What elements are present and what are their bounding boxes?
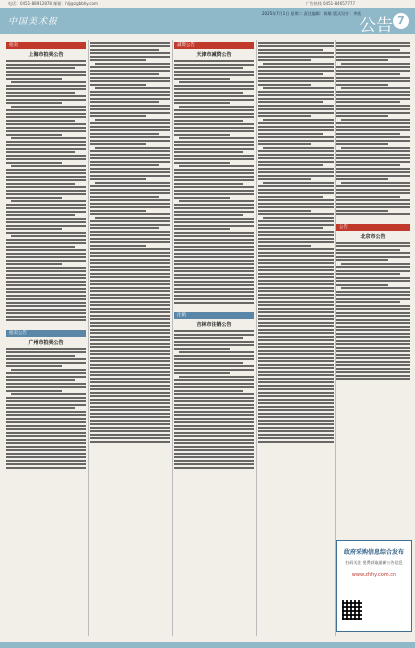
page-number: 7 <box>393 13 409 29</box>
section-label: 注销 <box>174 312 254 319</box>
notice-body <box>174 330 254 469</box>
notice-body <box>6 60 86 321</box>
notice-title: 上海市拍卖公告 <box>28 52 64 58</box>
notice-title: 北京市公告 <box>360 233 386 240</box>
notice-title: 广州市拍卖公告 <box>28 339 64 346</box>
ad-url[interactable]: www.zhhy.com.cn <box>351 572 397 578</box>
notice-title: 天津市减资公告 <box>196 52 232 58</box>
issue-date: 2025年7月1日 星期二 责任编辑：陈敏 版式设计：李欣 <box>262 11 362 16</box>
notice-body <box>336 42 410 216</box>
column-divider <box>256 40 257 636</box>
notice-body <box>174 60 254 304</box>
notice-title: 吉林市注销公告 <box>196 322 232 328</box>
ad-heading: 政府采购信息综合发布 <box>343 549 404 556</box>
section-label: 公告 <box>336 224 410 231</box>
column-2 <box>90 40 170 636</box>
notice-body <box>336 242 410 381</box>
column-4 <box>258 40 334 636</box>
page-label <box>357 9 409 36</box>
top-info-bar <box>0 0 415 8</box>
masthead <box>0 8 415 34</box>
page-title: 公告 <box>359 16 393 36</box>
qr-code-icon <box>342 600 362 620</box>
ad-subtext: 扫码关注 免费获取最新公告信息 <box>345 560 403 565</box>
column-divider <box>88 40 89 636</box>
newspaper-brand: 中国美术报 <box>8 17 59 27</box>
column-5 <box>336 40 410 536</box>
column-1 <box>6 40 86 636</box>
column-3 <box>174 40 254 636</box>
notice-body <box>258 42 334 443</box>
ad-hotline: 广告热线 0451-84657777 <box>305 1 355 6</box>
section-label: 拍卖 <box>6 42 86 49</box>
contact-text: 电话：0451-88912878 邮箱：hlj@zgbbhy.com <box>8 1 98 6</box>
footer-bar <box>0 642 415 648</box>
section-label: 拍卖公告 <box>6 330 86 337</box>
notice-body <box>90 42 170 443</box>
notice-body <box>6 348 86 469</box>
column-divider <box>172 40 173 636</box>
section-label: 减资公告 <box>174 42 254 49</box>
